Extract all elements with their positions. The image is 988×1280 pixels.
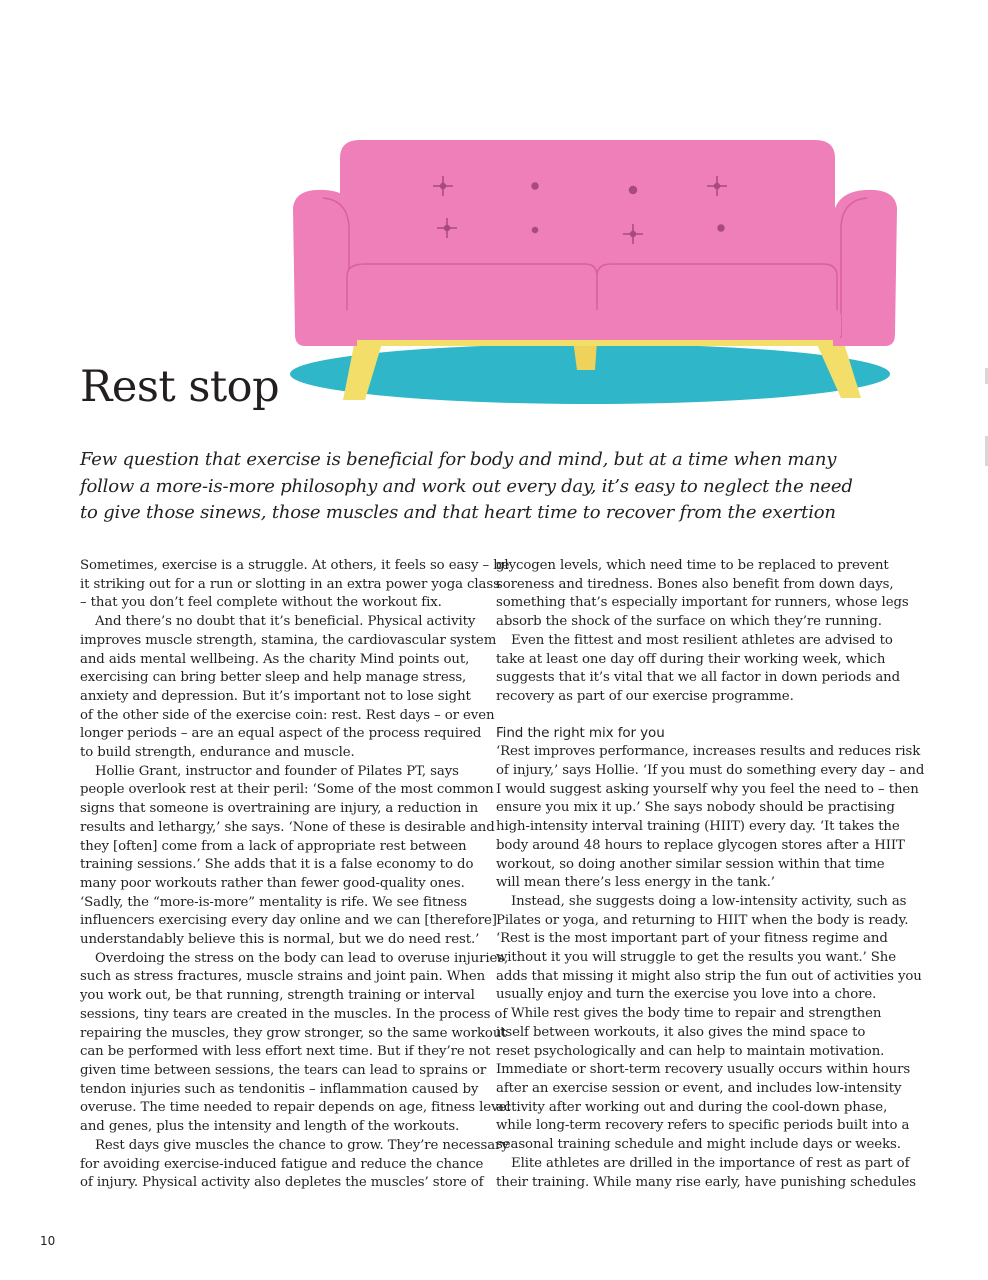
sofa-base [343, 310, 841, 340]
body-text-line: adds that missing it might also strip the fun out of activities you [496, 968, 922, 984]
body-text-line: usually enjoy and turn the exercise you love into a chore. [496, 987, 877, 1003]
body-text-line: many poor workouts rather than fewer good-quality ones. [80, 875, 465, 891]
body-text-line: body around 48 hours to replace glycogen stores after a HIIT [496, 837, 905, 853]
body-text-line: can be performed with less effort next time. But if they’re not [80, 1044, 491, 1060]
body-text-line: repairing the muscles, they grow stronger, so the same workout [80, 1025, 507, 1041]
standfirst-line: follow a more-is-more philosophy and work out every day, it’s easy to neglect the need [80, 475, 853, 497]
body-text-line: Pilates or yoga, and returning to HIIT when the body is ready. [496, 912, 909, 928]
body-text-line: ‘Rest improves performance, increases results and reduces risk [496, 744, 921, 760]
body-text-line: signs that someone is overtraining are injury, a reduction in [80, 801, 479, 817]
body-text-line: training sessions.’ She adds that it is a false economy to do [80, 857, 474, 873]
body-text-line: high-intensity interval training (HIIT) every day. ‘It takes the [496, 819, 900, 835]
body-text-line: Instead, she suggests doing a low-intensity activity, such as [511, 893, 907, 909]
standfirst-line: Few question that exercise is beneficial for body and mind, but at a time when many [80, 449, 837, 470]
body-text-line: absorb the shock of the surface on which they’re running. [496, 614, 882, 630]
body-text-line: recovery as part of our exercise programme. [496, 688, 794, 704]
body-text-line: overuse. The time needed to repair depends on age, fitness level [80, 1100, 511, 1116]
body-text-line: results and lethargy,’ she says. ‘None of these is desirable and [80, 819, 495, 835]
body-text-line: glycogen levels, which need time to be replaced to prevent [496, 558, 889, 573]
sofa-illustration [285, 118, 905, 408]
standfirst-line: to give those sinews, those muscles and that heart time to recover from the exertion [80, 502, 836, 523]
body-text-line: will mean there’s less energy in the tank.’ [496, 875, 775, 891]
body-text-line: workout, so doing another similar session within that time [496, 856, 885, 872]
body-text-line: And there’s no doubt that it’s beneficial. Physical activity [95, 614, 476, 630]
sofa-seat-cushion-left [347, 264, 597, 312]
right-column [496, 557, 925, 1192]
sofa-back [340, 140, 835, 278]
body-text-line: and genes, plus the intensity and length of the workouts. [80, 1119, 460, 1135]
body-text-line: anxiety and depression. But it’s important not to lose sight [80, 688, 471, 704]
standfirst [80, 447, 880, 527]
body-text-line: and aids mental wellbeing. As the charity Mind points out, [80, 651, 470, 667]
body-text-line: improves muscle strength, stamina, the cardiovascular system [80, 632, 497, 648]
body-text-line: you work out, be that running, strength training or interval [80, 988, 475, 1004]
body-text-line: activity after working out and during the cool-down phase, [496, 1099, 888, 1115]
body-text-line: reset psychologically and can help to maintain motivation. [496, 1043, 885, 1059]
body-text-line: While rest gives the body time to repair and strengthen [511, 1006, 882, 1022]
body-text-line: ‘Sadly, the “more-is-more” mentality is rife. We see fitness [80, 894, 467, 910]
page-title: Rest stop [80, 362, 280, 412]
body-text-line: after an exercise session or event, and includes low-intensity [496, 1080, 902, 1096]
body-text-line: suggests that it’s vital that we all factor in down periods and [496, 670, 901, 686]
body-text-line: ensure you mix it up.’ She says nobody should be practising [496, 800, 895, 816]
body-text-line: something that’s especially important for runners, whose legs [496, 595, 909, 611]
body-text-line: such as stress fractures, muscle strains and joint pain. When [80, 969, 486, 985]
body-text-line: soreness and tiredness. Bones also benefit from down days, [496, 576, 894, 592]
body-text-line: Hollie Grant, instructor and founder of Pilates PT, says [95, 763, 459, 779]
pink-sofa-on-rug-illustration [285, 118, 905, 408]
right-column-top [496, 557, 909, 707]
body-text-line: people overlook rest at their peril: ‘Some of the most common [80, 782, 494, 798]
body-text-line: for avoiding exercise-induced fatigue and reduce the chance [80, 1156, 484, 1172]
body-text-line: of injury. Physical activity also depletes the muscles’ store of [80, 1175, 484, 1191]
body-text-line: of the other side of the exercise coin: rest. Rest days – or even [80, 707, 495, 723]
body-text-line: Immediate or short-term recovery usually occurs within hours [496, 1062, 911, 1078]
body-text-line: of injury,’ says Hollie. ‘If you must do something every day – and [496, 763, 925, 779]
body-text-line: it striking out for a run or slotting in an extra power yoga class [80, 576, 500, 592]
body-text-line: given time between sessions, the tears can lead to sprains or [80, 1062, 487, 1078]
body-text-line: to build strength, endurance and muscle. [80, 745, 355, 761]
body-text-line: influencers exercising every day online and we can [therefore] [80, 913, 497, 929]
body-text-line: take at least one day off during their working week, which [496, 651, 886, 667]
body-text-line: itself between workouts, it also gives the mind space to [496, 1024, 866, 1040]
left-column [80, 557, 511, 1193]
body-text-line: seasonal training schedule and might include days or weeks. [496, 1137, 901, 1153]
body-text-line: while long-term recovery refers to specific periods built into a [496, 1118, 910, 1134]
body-text-line: Rest days give muscles the chance to grow. They’re necessary [95, 1137, 509, 1153]
body-text-line: tendon injuries such as tendonitis – inflammation caused by [80, 1081, 479, 1097]
body-text-line: Sometimes, exercise is a struggle. At others, it feels so easy – be [80, 558, 510, 573]
subheading: Find the right mix for you [496, 724, 665, 741]
body-text-line: their training. While many rise early, have punishing schedules [496, 1174, 916, 1190]
page-number: 10 [40, 1234, 56, 1248]
body-text-line: they [often] come from a lack of appropriate rest between [80, 838, 467, 854]
body-text-line: Even the fittest and most resilient athletes are advised to [511, 632, 893, 648]
body-text-line: understandably believe this is normal, but we do need rest.’ [80, 932, 480, 948]
body-text-line: I would suggest asking yourself why you feel the need to – then [496, 781, 919, 797]
body-text-line: Elite athletes are drilled in the importance of rest as part of [511, 1155, 910, 1171]
body-text-line: Overdoing the stress on the body can lead to overuse injuries, [95, 950, 509, 966]
sofa-seat-cushion-right [597, 264, 837, 312]
body-text-line: longer periods – are an equal aspect of the process required [80, 726, 482, 742]
body-text-line: ‘Rest is the most important part of your fitness regime and [496, 931, 888, 947]
body-text-line: exercising can bring better sleep and help manage stress, [80, 670, 467, 686]
body-text-line: sessions, tiny tears are created in the muscles. In the process of [80, 1006, 508, 1022]
body-text-line: without it you will struggle to get the results you want.’ She [496, 950, 896, 966]
body-text-line: – that you don’t feel complete without the workout fix. [80, 595, 442, 611]
right-column-bottom [496, 743, 925, 1192]
sofa-right-arm [833, 190, 897, 346]
